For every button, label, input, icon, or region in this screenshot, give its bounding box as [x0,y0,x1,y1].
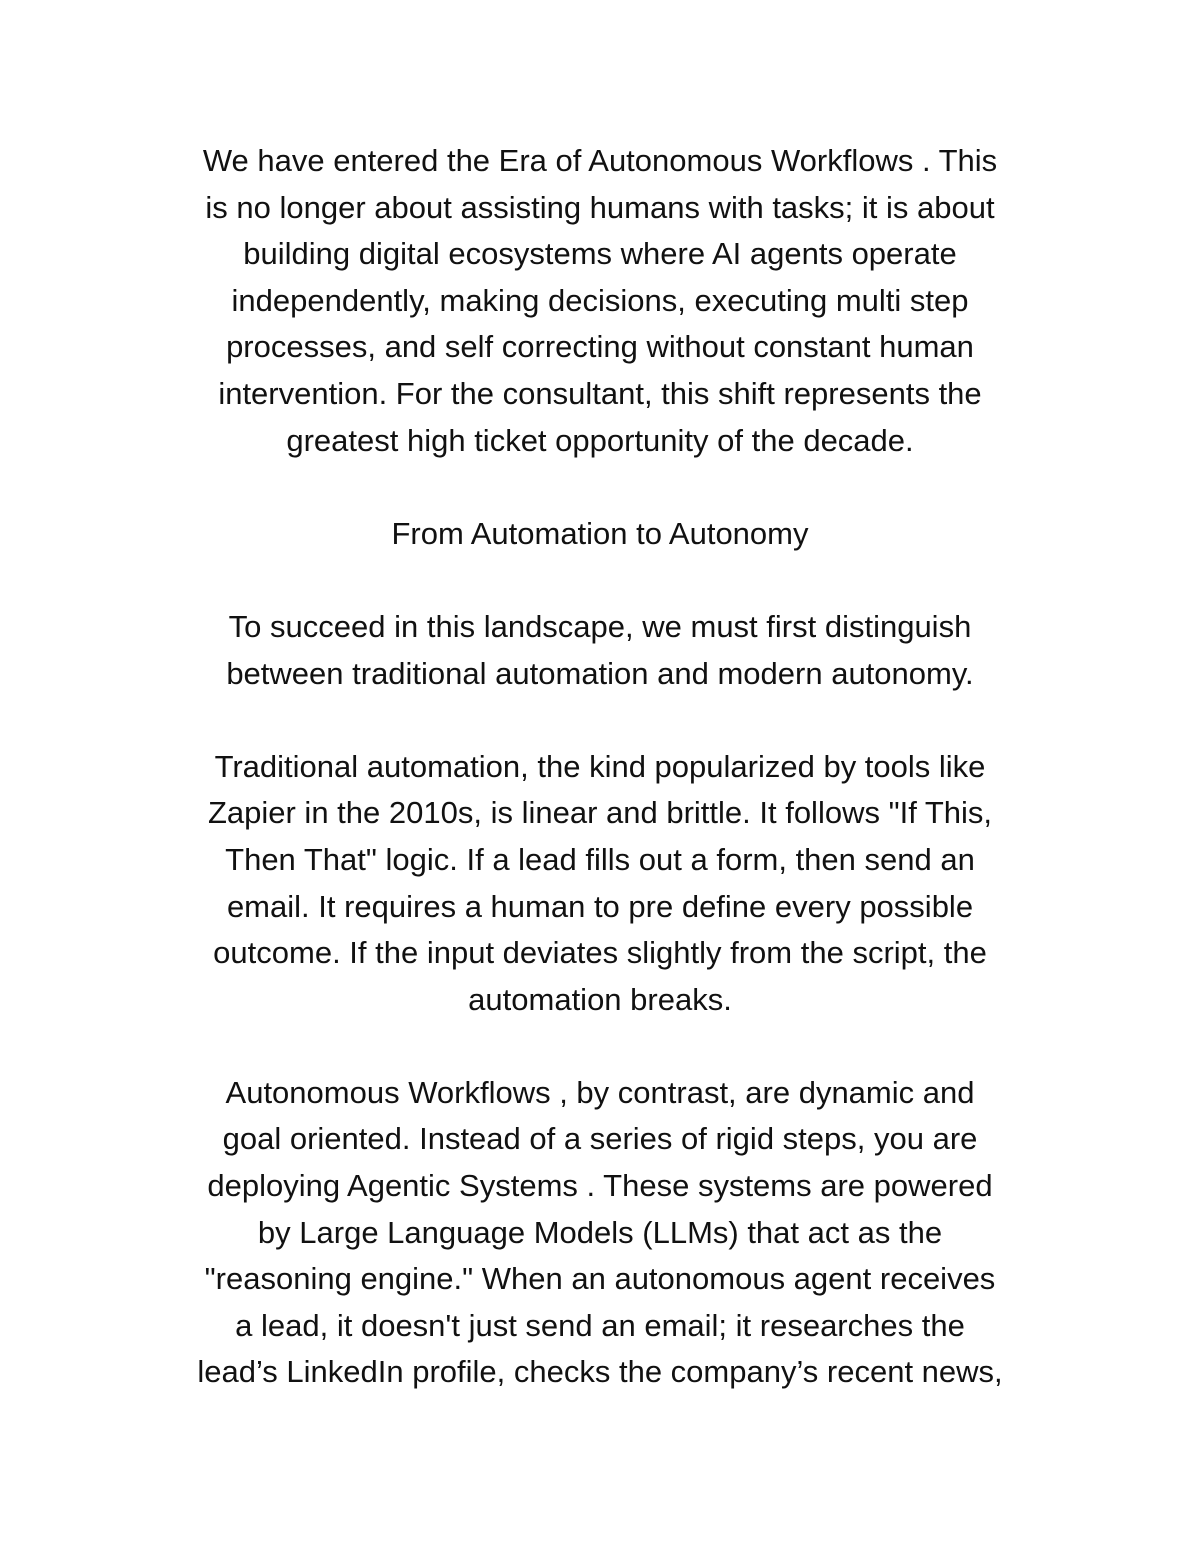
text-line: Then That" logic. If a lead fills out a form, then send an [225,841,975,877]
text-line: by Large Language Models (LLMs) that act as the [257,1214,943,1250]
text-line: We have entered the Era of Autonomous Workflows . This [202,143,998,178]
distinction-paragraph [120,604,1080,697]
text-line: deploying Agentic Systems . These systems are powered [207,1168,993,1204]
text-line: To succeed in this landscape, we must first distinguish [228,608,972,644]
text-line: Autonomous Workflows , by contrast, are dynamic and [225,1074,975,1110]
text-line: "reasoning engine." When an autonomous agent receives [204,1261,996,1297]
text-line: a lead, it doesn't just send an email; it researches the [235,1307,965,1343]
text-line: Traditional automation, the kind popularized by tools like [214,748,986,784]
traditional-automation-paragraph [120,744,1080,1024]
text-line: outcome. If the input deviates slightly from the script, the [213,935,987,971]
text-line: is no longer about assisting humans with tasks; it is about [205,189,995,225]
text-line: independently, making decisions, executing multi step [231,282,969,318]
text-line: building digital ecosystems where AI agents operate [243,236,957,272]
text-line: greatest high ticket opportunity of the decade. [286,422,914,458]
document-body [120,138,1080,1443]
section-heading [120,511,1080,558]
text-line: Zapier in the 2010s, is linear and brittle. It follows "If This, [207,795,993,831]
heading-text: From Automation to Autonomy [391,515,809,551]
text-line: lead’s LinkedIn profile, checks the company’s recent news, [197,1354,1003,1390]
text-line: goal oriented. Instead of a series of rigid steps, you are [222,1121,978,1157]
text-line: between traditional automation and modern autonomy. [226,655,974,691]
intro-paragraph [120,138,1080,464]
text-line: email. It requires a human to pre define every possible [226,888,974,924]
autonomous-workflows-paragraph [120,1070,1080,1396]
text-line: automation breaks. [468,981,732,1017]
text-line: intervention. For the consultant, this shift represents the [218,375,982,411]
text-line: processes, and self correcting without constant human [226,329,974,365]
